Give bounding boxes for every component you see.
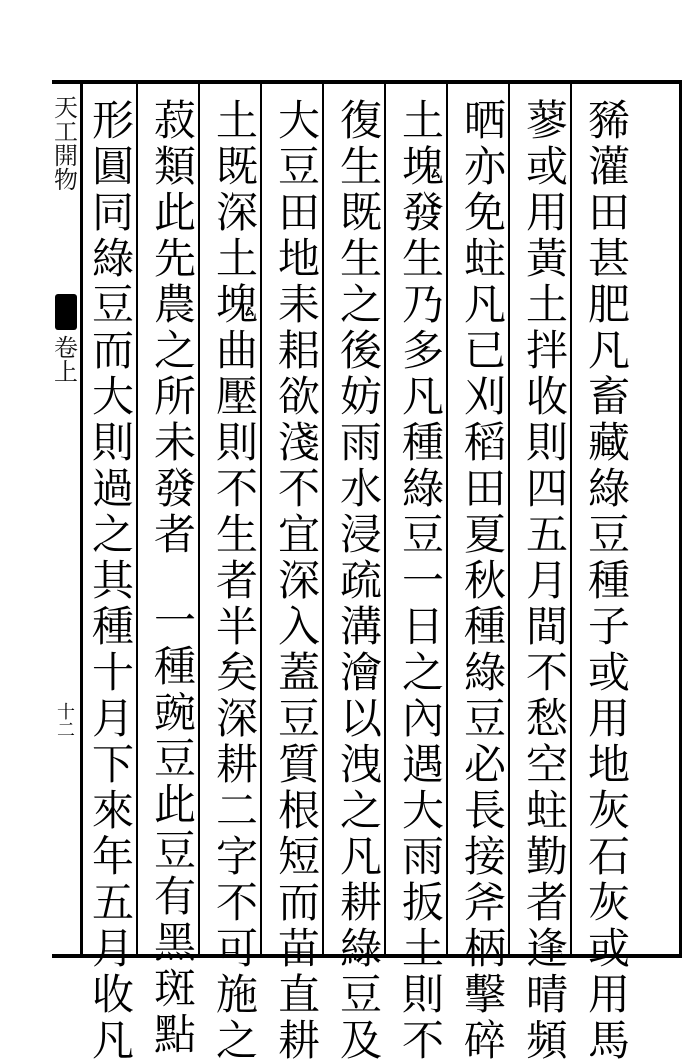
- margin-title: 天工開物: [54, 94, 78, 194]
- text-column-1: [576, 98, 636, 1064]
- fish-tail-mark: [55, 294, 77, 330]
- column-text: 土既深土塊曲壓則不生者半矣深耕二字不可施之: [210, 98, 259, 1064]
- text-column-2: [514, 98, 574, 1064]
- column-text: 晒亦免蛀凡已刈稻田夏秋種綠豆必長接斧柄擊碎: [458, 98, 507, 1064]
- column-text: 復生既生之後妨雨水浸疏溝澮以洩之凡耕綠豆及: [334, 98, 383, 1064]
- column-text: 土塊發生乃多凡種綠豆一日之內遇大雨扳土則不: [396, 98, 445, 1064]
- column-text: 菽類此先農之所未發者: [148, 98, 197, 558]
- text-column-4: [390, 98, 450, 1064]
- text-column-6: [266, 98, 326, 1064]
- page-frame: [52, 80, 682, 1064]
- text-column-7: [204, 98, 264, 1064]
- text-column-5: [328, 98, 388, 1064]
- column-text: 豨灌田甚肥凡畜藏綠豆種子或用地灰石灰或用馬: [582, 98, 631, 1064]
- column-text: 形圓同綠豆而大則過之其種十月下來年五月收凡: [86, 98, 135, 1064]
- leaf-number: 十二: [57, 702, 75, 741]
- text-column-9: [80, 98, 140, 1064]
- column-text: 大豆田地耒耜欲淺不宜深入蓋豆質根短而苗直耕: [272, 98, 321, 1064]
- column-text: 蓼或用黃土拌收則四五月間不愁空蛀勤者逢晴頻: [520, 98, 569, 1064]
- text-column-8: [142, 98, 202, 1058]
- margin-strip: [52, 84, 83, 954]
- margin-volume: 卷上: [54, 334, 78, 386]
- column-text-subsection: 一種豌豆此豆有黑斑點: [148, 598, 197, 1058]
- text-column-3: [452, 98, 512, 1064]
